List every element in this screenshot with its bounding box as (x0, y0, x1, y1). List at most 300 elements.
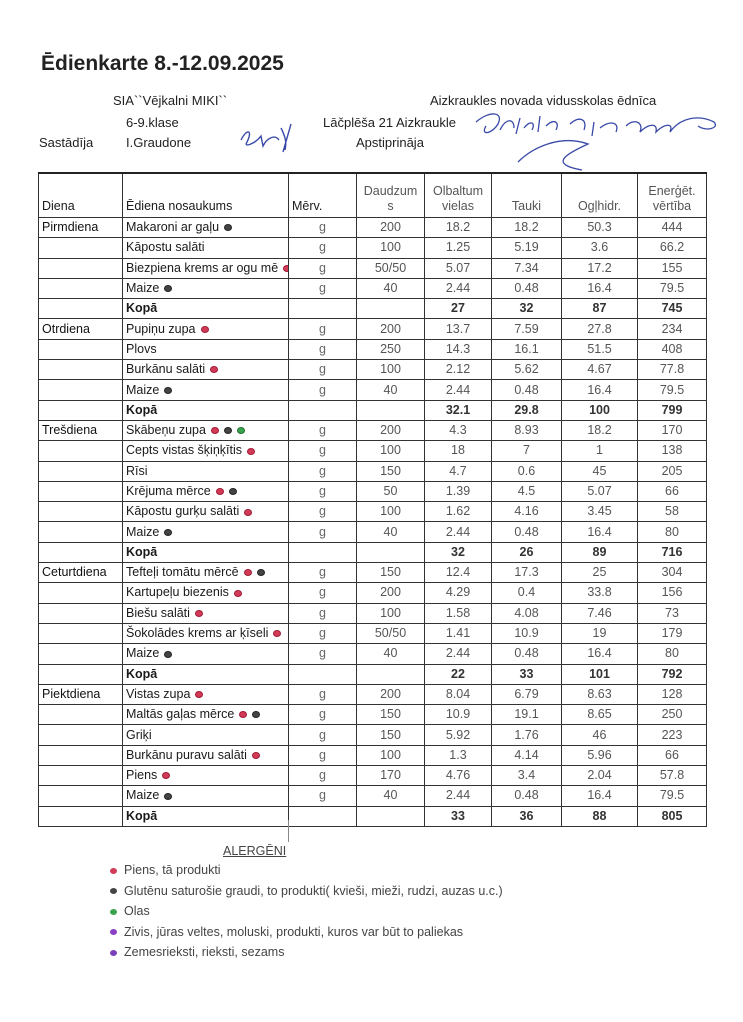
protein-cell (425, 684, 492, 704)
total-energy: 799 (638, 400, 707, 420)
dish-name (123, 461, 289, 481)
carbs-cell (562, 583, 638, 603)
amount-cell-text: 100 (380, 362, 401, 377)
class-label: 6-9.klase (126, 115, 179, 130)
amount-cell-text: 100 (380, 443, 401, 458)
energy-cell-text: 234 (661, 321, 683, 336)
unit-cell-text: g (319, 686, 326, 701)
carbs-cell-text: 3.45 (587, 504, 612, 519)
energy-cell-text: 79.5 (659, 382, 685, 397)
amount-cell-text: 200 (380, 585, 401, 600)
day-cell (39, 420, 123, 440)
amount-cell (357, 745, 425, 765)
day-cell (39, 461, 123, 481)
total-protein: 32.1 (425, 400, 492, 420)
amount-cell-text: 150 (380, 565, 401, 580)
total-label: Kopā (123, 400, 289, 420)
fat-cell-text: 3.4 (517, 768, 536, 783)
dish-name-text: Griķi (126, 727, 152, 742)
allergen-gluten-icon (164, 285, 172, 292)
table-row (39, 563, 707, 583)
amount-cell (357, 705, 425, 725)
allergen-gluten-icon (224, 224, 232, 231)
carbs-cell-text: 8.63 (587, 686, 612, 701)
fat-cell (492, 766, 562, 786)
energy-cell (638, 583, 707, 603)
day-cell (39, 725, 123, 745)
unit-cell (289, 238, 357, 258)
amount-cell (357, 502, 425, 522)
unit-cell-text: g (319, 585, 326, 600)
protein-cell (425, 705, 492, 725)
total-row (39, 400, 707, 420)
legend-item-text: Olas (124, 904, 150, 918)
total-energy: 805 (638, 806, 707, 826)
protein-cell-text: 1.41 (445, 626, 471, 641)
protein-cell-text: 1.25 (445, 240, 471, 255)
amount-cell (357, 563, 425, 583)
day-cell-text: Piektdiena (42, 686, 101, 701)
table-row (39, 623, 707, 643)
dish-name (123, 745, 289, 765)
legend-item-text: Piens, tā produkti (124, 863, 221, 877)
unit-cell (289, 420, 357, 440)
amount-cell-text: 40 (383, 382, 398, 397)
unit-cell (289, 563, 357, 583)
protein-cell-text: 5.07 (445, 260, 471, 275)
day-cell (39, 218, 123, 238)
fat-cell-text: 17.3 (514, 565, 539, 580)
unit-cell-text: g (319, 727, 326, 742)
fat-cell-text: 4.5 (517, 484, 536, 498)
unit-cell-text: g (319, 240, 326, 255)
dish-name-text: Maize (126, 382, 160, 397)
carbs-cell (562, 441, 638, 461)
protein-cell-text: 18.2 (445, 220, 471, 235)
dish-name-text: Kartupeļu biezenis (126, 585, 229, 600)
fat-cell-text: 7.34 (514, 260, 539, 275)
energy-cell-text: 304 (661, 565, 683, 580)
unit-cell-text: g (319, 524, 326, 539)
fat-cell (492, 644, 562, 664)
dish-name (123, 684, 289, 704)
dish-name (123, 502, 289, 522)
menu-table (38, 172, 707, 827)
energy-cell-text: 80 (665, 524, 679, 539)
energy-cell (638, 339, 707, 359)
fat-cell-text: 0.4 (517, 585, 536, 600)
energy-cell-text: 223 (661, 727, 683, 742)
total-label: Kopā (123, 299, 289, 319)
fat-cell (492, 461, 562, 481)
unit-cell-text: g (319, 605, 326, 620)
dish-name (123, 218, 289, 238)
day-cell (39, 684, 123, 704)
col-unit: Mērv. (289, 173, 357, 218)
carbs-cell-text: 4.67 (587, 362, 612, 377)
amount-cell (357, 522, 425, 542)
energy-cell-text: 205 (661, 463, 683, 478)
energy-cell (638, 705, 707, 725)
fat-cell-text: 7 (523, 443, 530, 458)
fat-cell (492, 623, 562, 643)
allergen-milk-icon (283, 265, 288, 272)
energy-cell-text: 73 (665, 605, 679, 620)
unit-cell (289, 806, 357, 826)
fat-cell (492, 684, 562, 704)
energy-cell (638, 481, 707, 501)
amount-cell (357, 623, 425, 643)
energy-cell (638, 745, 707, 765)
fat-cell-text: 5.19 (514, 240, 539, 255)
dish-name (123, 725, 289, 745)
energy-cell-text: 66 (665, 484, 679, 498)
table-row (39, 705, 707, 725)
legend-item (110, 884, 503, 898)
protein-cell-text: 2.44 (445, 646, 471, 661)
dish-name-text: Makaroni ar gaļu (126, 220, 220, 235)
total-row (39, 299, 707, 319)
amount-cell (357, 380, 425, 400)
dish-name (123, 623, 289, 643)
carbs-cell (562, 684, 638, 704)
protein-cell (425, 766, 492, 786)
allergen-gluten-icon (252, 711, 260, 718)
dish-name-text: Kāpostu salāti (126, 240, 205, 255)
carbs-cell-text: 7.46 (587, 605, 612, 620)
amount-cell (357, 420, 425, 440)
dish-name (123, 319, 289, 339)
total-label: Kopā (123, 542, 289, 562)
total-energy: 792 (638, 664, 707, 684)
energy-cell (638, 258, 707, 278)
day-cell (39, 238, 123, 258)
carbs-cell-text: 16.4 (587, 788, 612, 803)
total-protein: 22 (425, 664, 492, 684)
dish-name (123, 766, 289, 786)
fat-cell-text: 6.79 (514, 686, 539, 701)
amount-cell-text: 40 (383, 646, 398, 661)
carbs-cell (562, 644, 638, 664)
fat-cell (492, 786, 562, 806)
total-carbs: 100 (562, 400, 638, 420)
allergen-egg-icon (237, 427, 245, 434)
amount-cell-text: 50/50 (374, 260, 407, 275)
unit-cell (289, 441, 357, 461)
dish-name-text: Skābeņu zupa (126, 423, 206, 438)
allergen-marker-icon (110, 909, 117, 915)
dish-name-text: Piens (126, 768, 158, 783)
amount-cell (357, 766, 425, 786)
protein-cell-text: 5.92 (445, 727, 471, 742)
fat-cell (492, 745, 562, 765)
table-row (39, 502, 707, 522)
protein-cell-text: 4.7 (449, 463, 467, 478)
protein-cell (425, 278, 492, 298)
energy-cell-text: 170 (661, 423, 683, 438)
fat-cell (492, 380, 562, 400)
company-name: SIA``Vējkalni MIKI`` (113, 93, 228, 108)
energy-cell-text: 138 (661, 443, 683, 458)
amount-cell (357, 725, 425, 745)
table-row (39, 745, 707, 765)
amount-cell (357, 664, 425, 684)
amount-cell-text: 100 (380, 504, 401, 519)
dish-name-text: Biezpiena krems ar ogu mē (126, 260, 279, 275)
amount-cell (357, 583, 425, 603)
table-row (39, 278, 707, 298)
legend-item (110, 863, 221, 877)
energy-cell-text: 58 (665, 504, 679, 519)
unit-cell (289, 258, 357, 278)
total-carbs: 89 (562, 542, 638, 562)
unit-cell-text: g (319, 382, 326, 397)
carbs-cell-text: 33.8 (587, 585, 612, 600)
total-label: Kopā (123, 806, 289, 826)
table-row (39, 360, 707, 380)
carbs-cell (562, 745, 638, 765)
allergen-milk-icon (244, 509, 252, 516)
total-protein: 33 (425, 806, 492, 826)
day-cell (39, 603, 123, 623)
energy-cell (638, 786, 707, 806)
energy-cell (638, 278, 707, 298)
amount-cell-text: 150 (380, 707, 401, 722)
amount-cell-text: 250 (380, 341, 401, 356)
total-fat: 32 (492, 299, 562, 319)
day-cell (39, 563, 123, 583)
allergen-gluten-icon (229, 488, 237, 495)
legend-item (110, 904, 150, 918)
amount-cell (357, 238, 425, 258)
total-row (39, 806, 707, 826)
unit-cell-text: g (319, 646, 326, 661)
unit-cell-text: g (319, 504, 326, 519)
dish-name (123, 238, 289, 258)
fat-cell-text: 16.1 (514, 341, 539, 356)
energy-cell (638, 502, 707, 522)
carbs-cell-text: 46 (592, 727, 607, 742)
carbs-cell-text: 50.3 (587, 220, 612, 235)
protein-cell-text: 13.7 (445, 321, 471, 336)
amount-cell (357, 319, 425, 339)
carbs-cell (562, 502, 638, 522)
page-title: Ēdienkarte 8.-12.09.2025 (41, 52, 284, 75)
table-row (39, 441, 707, 461)
day-cell (39, 705, 123, 725)
total-protein: 32 (425, 542, 492, 562)
dish-name (123, 258, 289, 278)
protein-cell-text: 4.3 (449, 423, 467, 438)
legend-item (110, 925, 463, 939)
allergen-milk-icon (244, 569, 252, 576)
unit-cell (289, 502, 357, 522)
dish-name-text: Plovs (126, 341, 157, 356)
dish-name-text: Maltās gaļas mērce (126, 707, 235, 722)
protein-cell-text: 8.04 (445, 686, 471, 701)
total-fat: 36 (492, 806, 562, 826)
unit-cell (289, 705, 357, 725)
col-protein: Olbaltum vielas (425, 173, 492, 218)
amount-cell (357, 684, 425, 704)
unit-cell (289, 603, 357, 623)
protein-cell (425, 522, 492, 542)
day-cell (39, 278, 123, 298)
allergen-milk-icon (201, 326, 209, 333)
fat-cell-text: 4.14 (514, 747, 539, 762)
energy-cell-text: 444 (661, 220, 683, 235)
amount-cell-text: 200 (380, 220, 401, 235)
day-cell (39, 664, 123, 684)
total-row (39, 664, 707, 684)
unit-cell (289, 542, 357, 562)
protein-cell (425, 502, 492, 522)
approved-by-label: Apstiprināja (356, 135, 424, 150)
allergen-milk-icon (210, 366, 218, 373)
carbs-cell-text: 16.4 (587, 524, 612, 539)
day-cell (39, 319, 123, 339)
dish-name (123, 360, 289, 380)
energy-cell-text: 66.2 (659, 240, 685, 255)
total-row (39, 542, 707, 562)
legend-item-text: Zemesrieksti, rieksti, sezams (124, 945, 285, 959)
allergen-milk-icon (216, 488, 224, 495)
energy-cell (638, 319, 707, 339)
fat-cell (492, 339, 562, 359)
amount-cell-text: 50/50 (374, 626, 407, 641)
carbs-cell (562, 218, 638, 238)
day-cell (39, 766, 123, 786)
amount-cell-text: 40 (383, 524, 398, 539)
fat-cell (492, 522, 562, 542)
unit-cell (289, 623, 357, 643)
carbs-cell (562, 420, 638, 440)
dish-name-text: Maize (126, 646, 160, 661)
day-cell (39, 299, 123, 319)
carbs-cell (562, 705, 638, 725)
allergen-gluten-icon (257, 569, 265, 576)
table-row (39, 481, 707, 501)
compiled-by-label: Sastādīja (39, 135, 94, 150)
total-fat: 29.8 (492, 400, 562, 420)
unit-cell-text: g (319, 768, 326, 783)
amount-cell-text: 100 (380, 240, 401, 255)
school-name: Aizkraukles novada vidusskolas ēdnīca (430, 93, 657, 108)
amount-cell (357, 542, 425, 562)
allergen-milk-icon (252, 752, 260, 759)
day-cell (39, 745, 123, 765)
unit-cell-text: g (319, 423, 326, 438)
amount-cell-text: 40 (383, 281, 398, 296)
carbs-cell (562, 278, 638, 298)
total-carbs: 87 (562, 299, 638, 319)
day-cell (39, 623, 123, 643)
protein-cell-text: 4.76 (445, 768, 471, 783)
amount-cell (357, 481, 425, 501)
allergen-milk-icon (162, 772, 170, 779)
table-row (39, 725, 707, 745)
dish-name (123, 420, 289, 440)
unit-cell-text: g (319, 362, 326, 377)
amount-cell (357, 441, 425, 461)
protein-cell-text: 1.58 (445, 605, 471, 620)
fat-cell-text: 0.6 (517, 463, 536, 478)
energy-cell (638, 603, 707, 623)
unit-cell (289, 339, 357, 359)
compiled-by-name: I.Graudone (126, 135, 192, 150)
carbs-cell-text: 16.4 (587, 281, 612, 296)
total-energy: 716 (638, 542, 707, 562)
amount-cell-text: 200 (380, 686, 401, 701)
fat-cell-text: 4.08 (514, 605, 539, 620)
table-row (39, 786, 707, 806)
total-protein: 27 (425, 299, 492, 319)
day-cell (39, 441, 123, 461)
protein-cell-text: 1.39 (445, 484, 471, 498)
day-cell (39, 258, 123, 278)
table-row (39, 522, 707, 542)
dish-name-text: Maize (126, 524, 160, 539)
unit-cell-text: g (319, 321, 326, 336)
total-fat: 33 (492, 664, 562, 684)
energy-cell (638, 360, 707, 380)
col-day: Diena (39, 173, 123, 218)
unit-cell (289, 583, 357, 603)
allergen-milk-icon (234, 590, 242, 597)
dish-name (123, 786, 289, 806)
carbs-cell (562, 319, 638, 339)
carbs-cell (562, 725, 638, 745)
energy-cell-text: 128 (661, 686, 683, 701)
fat-cell-text: 0.48 (514, 788, 539, 803)
unit-cell-text: g (319, 788, 326, 803)
dish-name (123, 644, 289, 664)
carbs-cell-text: 51.5 (587, 341, 612, 356)
fat-cell-text: 10.9 (514, 626, 539, 641)
unit-cell-text: g (319, 281, 326, 296)
table-divider-line (288, 820, 289, 842)
energy-cell-text: 77.8 (659, 362, 685, 377)
amount-cell (357, 339, 425, 359)
protein-cell (425, 563, 492, 583)
day-cell-text: Pirmdiena (42, 220, 99, 235)
table-row (39, 339, 707, 359)
energy-cell-text: 156 (661, 585, 683, 600)
amount-cell (357, 299, 425, 319)
dish-name (123, 583, 289, 603)
fat-cell (492, 218, 562, 238)
energy-cell (638, 684, 707, 704)
table-row (39, 461, 707, 481)
carbs-cell (562, 623, 638, 643)
amount-cell (357, 360, 425, 380)
dish-name-text: Burkānu puravu salāti (126, 747, 247, 762)
carbs-cell (562, 461, 638, 481)
day-cell (39, 583, 123, 603)
legend-title: ALERGĒNI (223, 844, 287, 858)
carbs-cell (562, 766, 638, 786)
unit-cell-text: g (319, 260, 326, 275)
day-cell-text: Trešdiena (42, 423, 98, 438)
day-cell (39, 400, 123, 420)
legend-item-text: Zivis, jūras veltes, moluski, produkti, kuros var būt to paliekas (124, 924, 464, 939)
col-name: Ēdiena nosaukums (123, 173, 289, 218)
carbs-cell-text: 19 (592, 626, 607, 641)
unit-cell (289, 786, 357, 806)
energy-cell-text: 155 (661, 260, 683, 275)
amount-cell-text: 150 (380, 727, 401, 742)
unit-cell (289, 481, 357, 501)
